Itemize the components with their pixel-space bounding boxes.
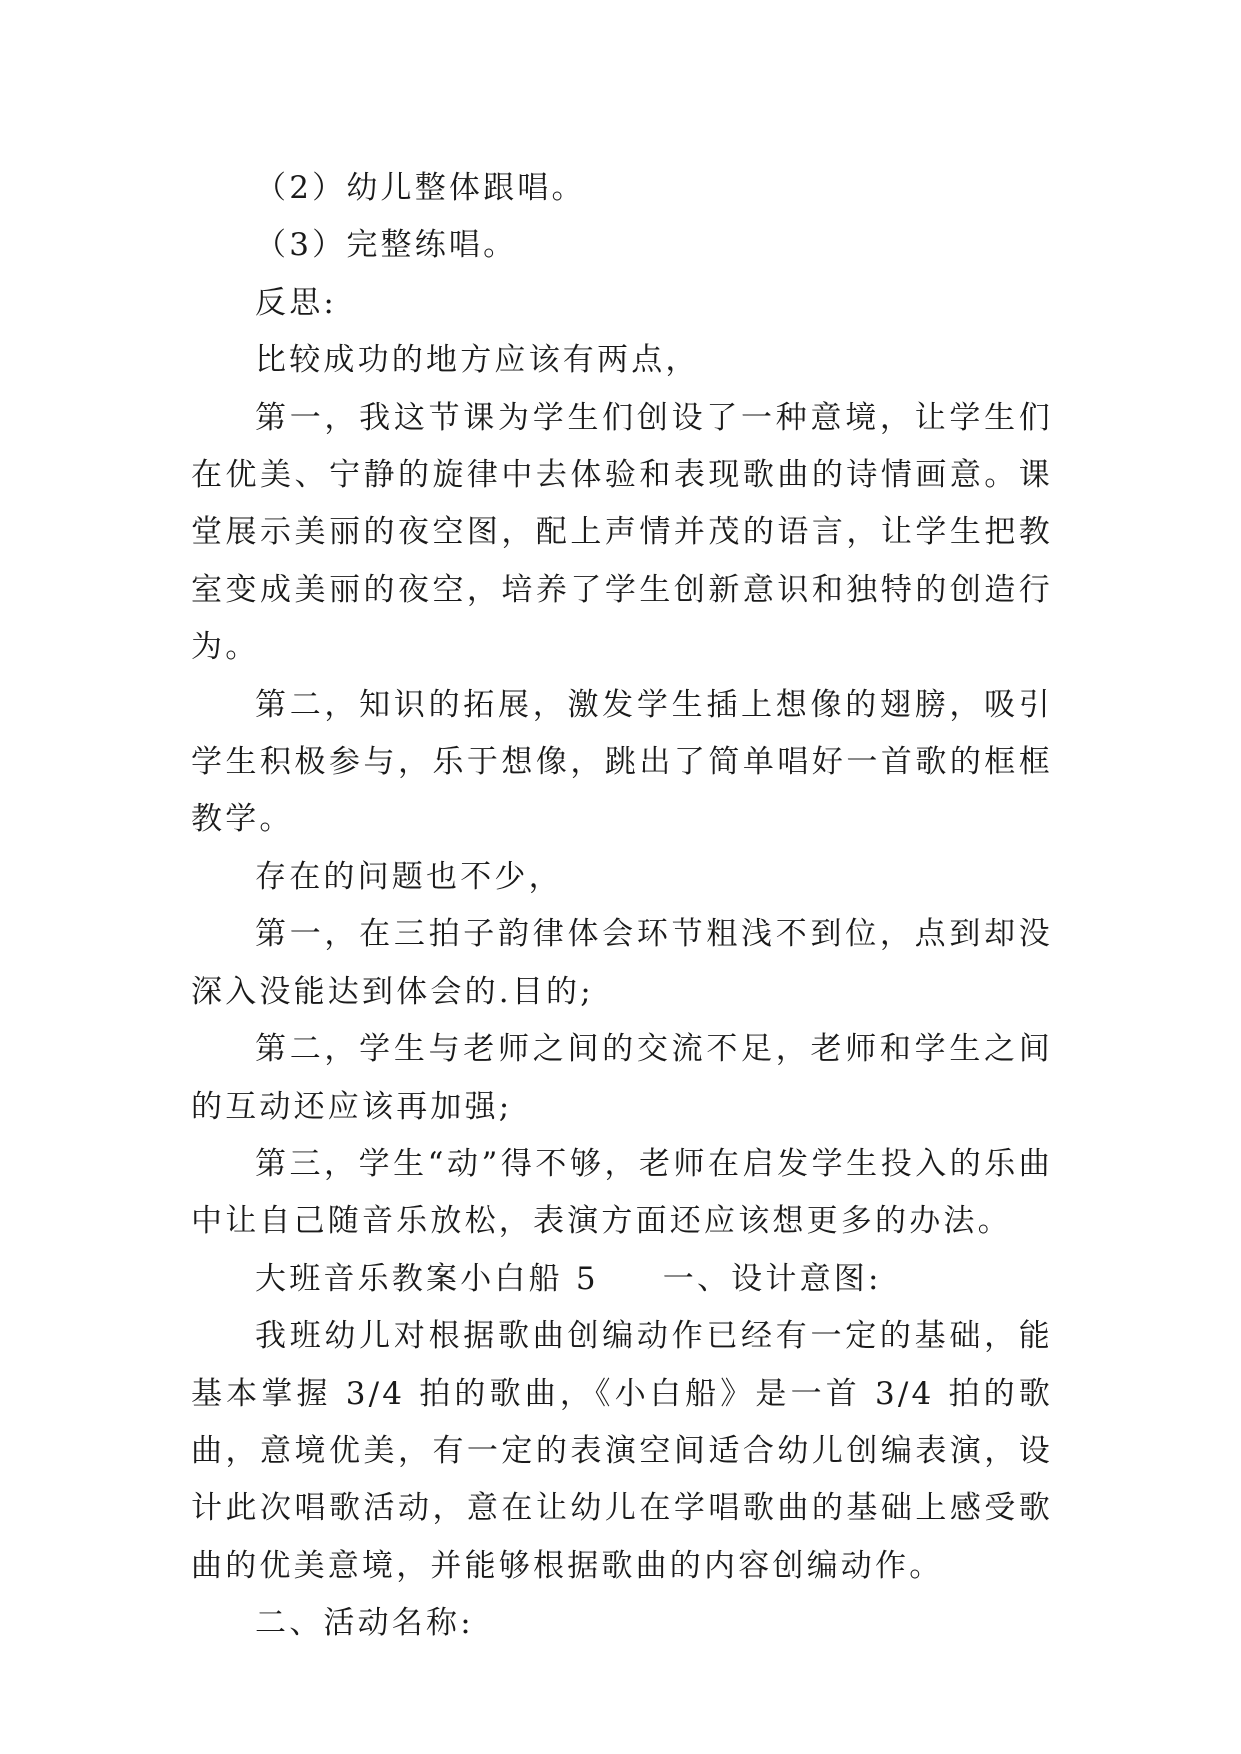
paragraph-problem-third: 第三，学生“动”得不够，老师在启发学生投入的乐曲中让自己随音乐放松，表演方面还应该想更多的办法。: [191, 1145, 1053, 1240]
paragraph-success-second: 第二，知识的拓展，激发学生插上想像的翅膀，吸引学生积极参与，乐于想像，跳出了简单唱好一首歌的框框教学。: [191, 686, 1053, 838]
paragraph-step-3: （3）完整练唱。: [255, 227, 518, 264]
paragraph-activity-name-label: 二、活动名称:: [255, 1605, 474, 1642]
section-title: 大班音乐教案小白船 5: [255, 1260, 599, 1297]
paragraph-reflection-label: 反思:: [255, 284, 338, 321]
paragraph-step-2: （2）幼儿整体跟唱。: [255, 170, 586, 206]
paragraph-problem-second: 第二，学生与老师之间的交流不足，老师和学生之间的互动还应该再加强;: [191, 1031, 1053, 1125]
paragraph-problem-first: 第一，在三拍子韵律体会环节粗浅不到位，点到却没深入没能达到体会的.目的;: [191, 916, 1053, 1010]
document-body: [191, 160, 1053, 1653]
section-heading: [191, 1251, 1053, 1308]
paragraph-problems-intro: 存在的问题也不少，: [255, 858, 563, 895]
section-subtitle: 一、设计意图:: [662, 1260, 882, 1297]
paragraph-successes-intro: 比较成功的地方应该有两点，: [255, 342, 700, 379]
paragraph-design-intent: 我班幼儿对根据歌曲创编动作已经有一定的基础，能基本掌握 3/4 拍的歌曲，《小白船》是一首 3/4 拍的歌曲，意境优美，有一定的表演空间适合幼儿创编表演，设计此次唱歌活动，意在让幼儿在学唱歌曲的基础上感受歌曲的优美意境，并能够根据歌曲的内容创编动作。: [191, 1318, 1053, 1584]
paragraph-success-first: 第一，我这节课为学生们创设了一种意境，让学生们在优美、宁静的旋律中去体验和表现歌曲的诗情画意。课堂展示美丽的夜空图，配上声情并茂的语言，让学生把教室变成美丽的夜空，培养了学生创新意识和独特的创造行为。: [191, 399, 1053, 666]
